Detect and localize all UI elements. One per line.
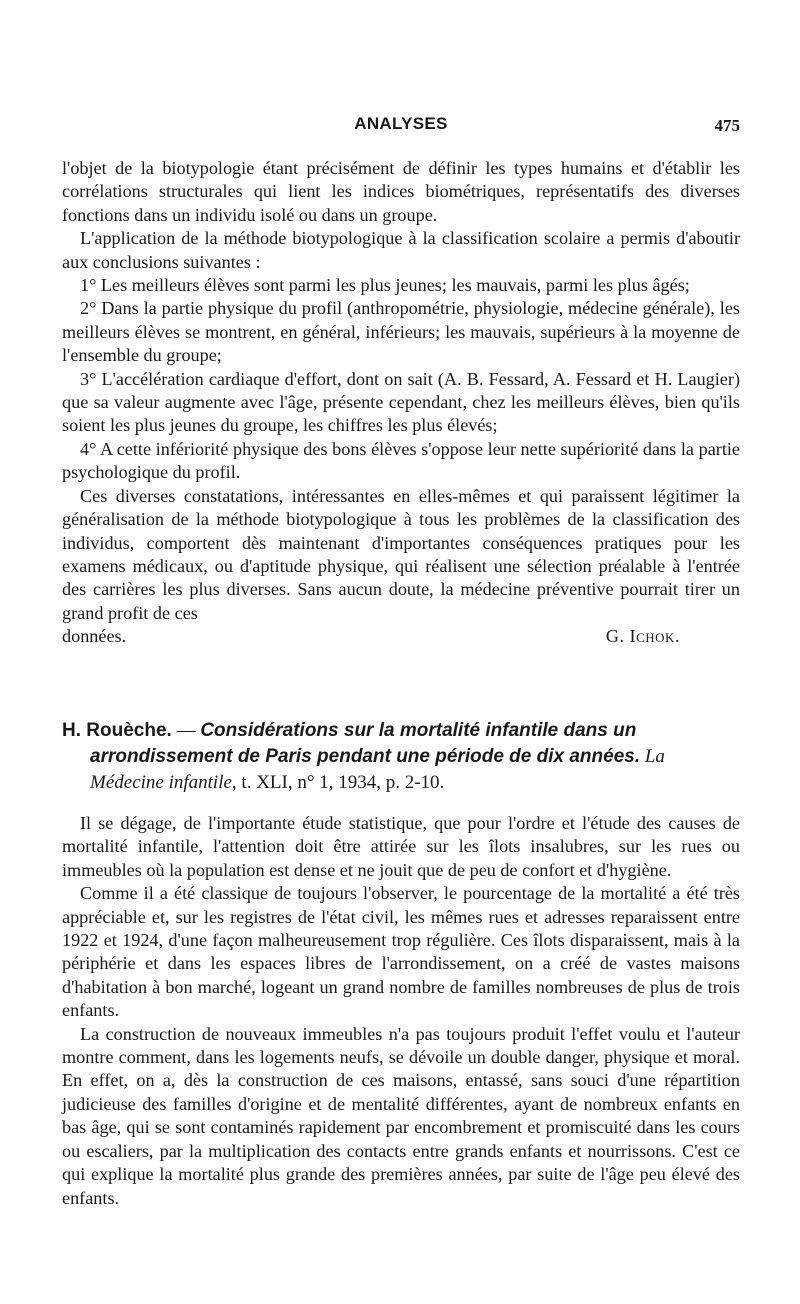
paragraph: La construction de nouveaux immeubles n'a pas toujours produit l'effet voulu et l'auteur montre comment, dans les logements neufs, se dévoile un double danger, physique et moral. En effet, on a, dès la construction de ces maisons, entassé, sans souci d'une répartition judicieuse des familles d'origine et de mentalité différentes, ayant de nombreux enfants en bas âge, qui se sont contaminés rapidement par encombrement et promiscuité dans les cours ou escaliers, par la multiplication des contacts entre grands enfants et nourrissons. C'est ce qui explique la mortalité plus grande des premières années, par suite de l'âge peu élevé des enfants. <box>62 1023 740 1208</box>
conclusion-item: 1° Les meilleurs élèves sont parmi les plus jeunes; les mauvais, parmi les plus âgés; <box>80 275 690 296</box>
article-reference <box>62 718 740 796</box>
reference-author: H. Rouèche. <box>62 720 172 741</box>
reference-title-line2: arrondissement de Paris pendant une période de dix années. <box>90 746 641 767</box>
paragraph: l'objet de la biotypologie étant précisément de définir les types humains et d'établir les corrélations structurales qui lient les indices biométriques, représentatifs des diverses fonctions dans un individu isolé ou dans un groupe. <box>62 158 740 225</box>
paragraph: Ces diverses constatations, intéressantes en elles-mêmes et qui paraissent légitimer la généralisation de la méthode biotypologique à tous les problèmes de la classification des individus, comportent dès maintenant d'importantes conséquences pratiques pour les examens médicaux, ou d'aptitude physique, qui réalisent une sélection préalable à l'entrée des carrières les plus diverses. Sans aucun doute, la médecine préventive pourrait tirer un grand profit de ces <box>62 485 740 623</box>
closing-line <box>62 625 740 648</box>
running-title: ANALYSES <box>354 114 448 133</box>
page-header <box>62 114 740 142</box>
paragraph: L'application de la méthode biotypologique à la classification scolaire a permis d'aboutir aux conclusions suivantes : <box>62 228 740 272</box>
conclusion-item: 3° L'accélération cardiaque d'effort, dont on sait (A. B. Fessard, A. Fessard et H. Laugier) que sa valeur augmente avec l'âge, présente cependant, chez les meilleurs élèves, bien qu'ils soient les plus jeunes du groupe, les chiffres les plus élevés; <box>62 368 740 436</box>
journal-name: Médecine infantile, <box>90 772 237 793</box>
reference-dash: — <box>171 720 201 741</box>
reference-details: t. XLI, n° 1, 1934, p. 2-10. <box>236 772 445 793</box>
reference-title-line1: Considérations sur la mortalité infantile dans un <box>200 720 637 741</box>
signature-initial: G. <box>605 626 625 647</box>
conclusion-item: 2° Dans la partie physique du profil (anthropométrie, physiologie, médecine générale), les meilleurs élèves se montrent, en général, inférieurs; les mauvais, supérieurs à la moyenne de l'ensemble du groupe; <box>62 298 740 366</box>
signature-name: Ichok. <box>629 626 680 647</box>
closing-word: données. <box>62 626 127 647</box>
paragraph: Comme il a été classique de toujours l'observer, le pourcentage de la mortalité a été très appréciable et, sur les registres de l'état civil, les mêmes rues et adresses reparaissent entre 1922 et 1924, d'une façon malheureusement trop régulière. Ces îlots disparaissent, mais à la périphérie et dans les espaces libres de l'arrondissement, on a créé de vastes maisons d'habitation à bon marché, logeant un grand nombre de familles nombreuses de plus de trois enfants. <box>62 883 740 1021</box>
review-body <box>62 812 740 1210</box>
page-number: 475 <box>714 116 740 135</box>
review-continued <box>62 157 740 649</box>
journal-la: La <box>644 746 665 767</box>
reviewer-signature <box>606 625 680 648</box>
conclusion-item: 4° A cette infériorité physique des bons élèves s'oppose leur nette supériorité dans la partie psychologique du profil. <box>62 438 740 483</box>
paragraph: Il se dégage, de l'importante étude statistique, que pour l'ordre et l'étude des causes de mortalité infantile, l'attention doit être attirée sur les îlots insalubres, sur les rues ou immeubles où la population est dense et ne jouit que de peu de confort et d'hygiène. <box>62 813 740 880</box>
